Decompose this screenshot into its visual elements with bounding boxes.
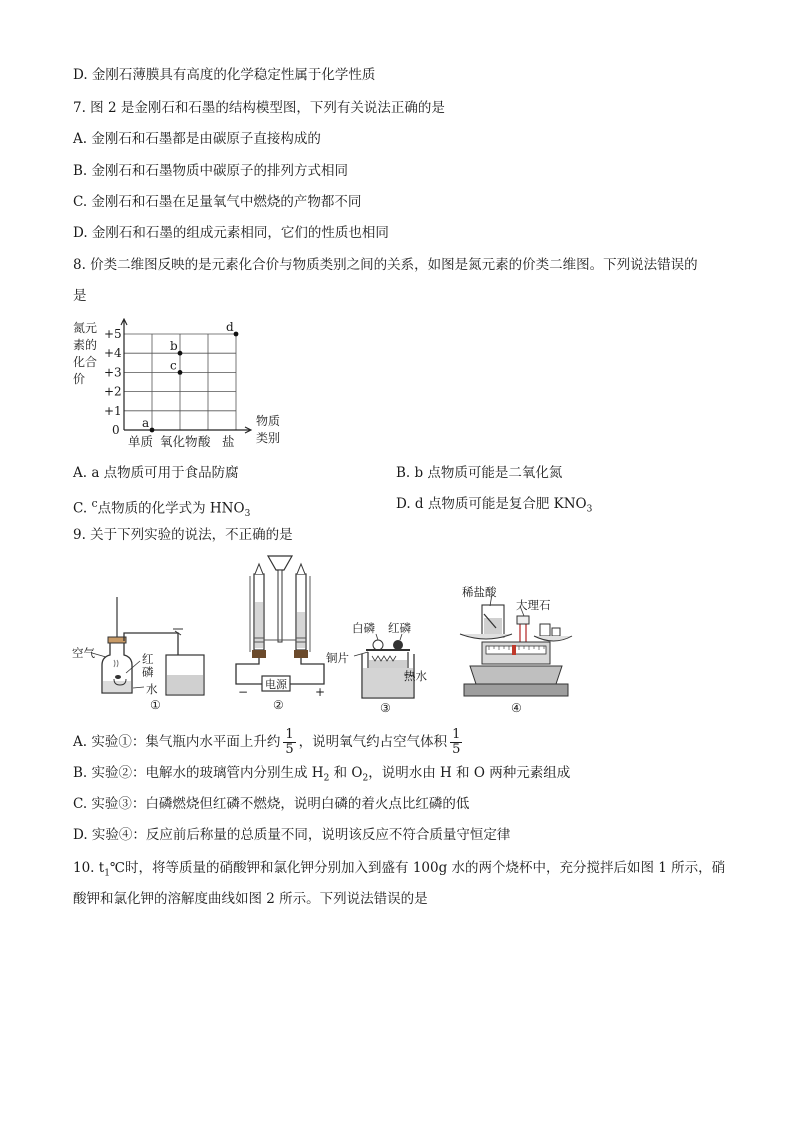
ylabel-line: 化合 <box>73 355 98 369</box>
q6-option-d: D. 金刚石薄膜具有高度的化学稳定性属于化学性质 <box>73 67 376 83</box>
q8-option-b: B. b 点物质可能是二氧化氮 <box>396 465 563 481</box>
ylabel-line: 价 <box>73 372 86 386</box>
power-label: 电源 <box>265 678 287 691</box>
ylabel-line: 素的 <box>73 338 98 352</box>
y-tick-label: +3 <box>104 365 122 380</box>
exp3-number: ③ <box>380 701 391 714</box>
red-p-label-2: 磷 <box>142 665 154 679</box>
chart-grid <box>124 334 236 430</box>
ylabel-line: 氮元 <box>73 321 98 335</box>
q9-stem: 9. 关于下列实验的说法，不正确的是 <box>73 527 293 543</box>
x-tick-label: 酸 <box>198 434 211 449</box>
copper-label: 铜片 <box>326 651 349 665</box>
q10-stem-line2: 酸钾和氯化钾的溶解度曲线如图 2 所示。下列说法错误的是 <box>73 891 428 907</box>
white-p-label: 白磷 <box>352 621 375 635</box>
red-p-label: 红磷 <box>388 621 411 635</box>
q8-option-a: A. a 点物质可用于食品防腐 <box>73 465 239 481</box>
valence-category-chart <box>70 318 290 453</box>
exp4-number: ④ <box>511 701 522 715</box>
exp1-number: ① <box>150 698 161 712</box>
air-label: 空气 <box>72 646 95 660</box>
point-label-b: b <box>170 339 178 354</box>
experiment-1-figure <box>70 595 220 713</box>
q8-option-d: D. d 点物质可能是复合肥 $KNO_3$ <box>396 496 593 515</box>
xlabel-line: 类别 <box>256 431 281 445</box>
y-tick-label: 0 <box>112 423 120 437</box>
q7-stem: 7. 图 2 是金刚石和石墨的结构模型图，下列有关说法正确的是 <box>73 100 445 116</box>
experiment-2-figure <box>228 552 330 712</box>
q8-stem-line2: 是 <box>73 288 87 304</box>
chart-ylabel <box>73 321 97 386</box>
chart-axes <box>121 319 251 433</box>
red-p-label-1: 红 <box>142 652 154 666</box>
x-tick-label: 盐 <box>222 434 235 449</box>
hcl-label: 稀盐酸 <box>462 585 497 599</box>
exp2-number: ② <box>273 698 284 712</box>
q7-option-b: B. 金刚石和石墨物质中碳原子的排列方式相同 <box>73 163 349 179</box>
point-label-c: c <box>170 358 177 373</box>
hot-water-label: 热水 <box>404 669 427 683</box>
point-d <box>234 332 239 337</box>
y-tick-label: +5 <box>104 327 122 341</box>
q7-option-c: C. 金刚石和石墨在足量氧气中燃烧的产物都不同 <box>73 194 362 210</box>
point-c <box>178 370 183 375</box>
y-tick-label: +1 <box>104 403 122 418</box>
q9-option-c: C. 实验③：白磷燃烧但红磷不燃烧，说明白磷的着火点比红磷的低 <box>73 796 470 812</box>
chart-yticks <box>104 327 122 437</box>
q8-stem-line1: 8. 价类二维图反映的是元素化合价与物质类别之间的关系，如图是氮元素的价类二维图。下列说法错误的 <box>73 257 698 273</box>
y-tick-label: +4 <box>104 346 122 361</box>
minus-label: − <box>238 685 249 699</box>
point-label-a: a <box>142 416 150 430</box>
experiment-4-figure <box>456 584 576 716</box>
fraction-one-fifth: $\frac{1}{5}$ <box>452 727 461 757</box>
experiment-3-figure <box>322 614 442 714</box>
chart-points <box>142 320 238 432</box>
chart-xticks <box>128 434 235 449</box>
y-tick-label: +2 <box>104 384 122 399</box>
q8-option-c: C. $^c$点物质的化学式为 $HNO_3$ <box>73 497 251 520</box>
plus-label: + <box>315 685 326 699</box>
q9-option-b: B. 实验②：电解水的玻璃管内分别生成 $H_2$ 和 $O_2$，说明水由 H 和 O 两种元素组成 <box>73 765 571 784</box>
q9-option-d: D. 实验④：反应前后称量的总质量不同，说明该反应不符合质量守恒定律 <box>73 827 511 843</box>
marble-label: 大理石 <box>516 598 551 612</box>
q10-stem-line1: 10. $t_1℃$时，将等质量的硝酸钾和氯化钾分别加入到盛有 100g 水的两个烧杯中，充分搅拌后如图 1 所示，硝 <box>73 860 726 879</box>
xlabel-line: 物质 <box>256 414 281 428</box>
point-a <box>150 428 155 433</box>
q9-option-a: A. 实验①：集气瓶内水平面上升约 $\frac{1}{5}$ ，说明氧气约占空气体积 $\frac{1}{5}$ <box>73 727 461 757</box>
point-label-d: d <box>226 320 234 334</box>
x-tick-label: 氧化物 <box>160 434 198 449</box>
x-tick-label: 单质 <box>128 434 154 449</box>
point-b <box>178 351 183 356</box>
water-label: 水 <box>146 682 158 696</box>
fraction-one-fifth: $\frac{1}{5}$ <box>285 727 294 757</box>
q7-option-d: D. 金刚石和石墨的组成元素相同，它们的性质也相同 <box>73 225 389 241</box>
q7-option-a: A. 金刚石和石墨都是由碳原子直接构成的 <box>73 131 321 147</box>
chart-xlabel <box>256 413 280 445</box>
